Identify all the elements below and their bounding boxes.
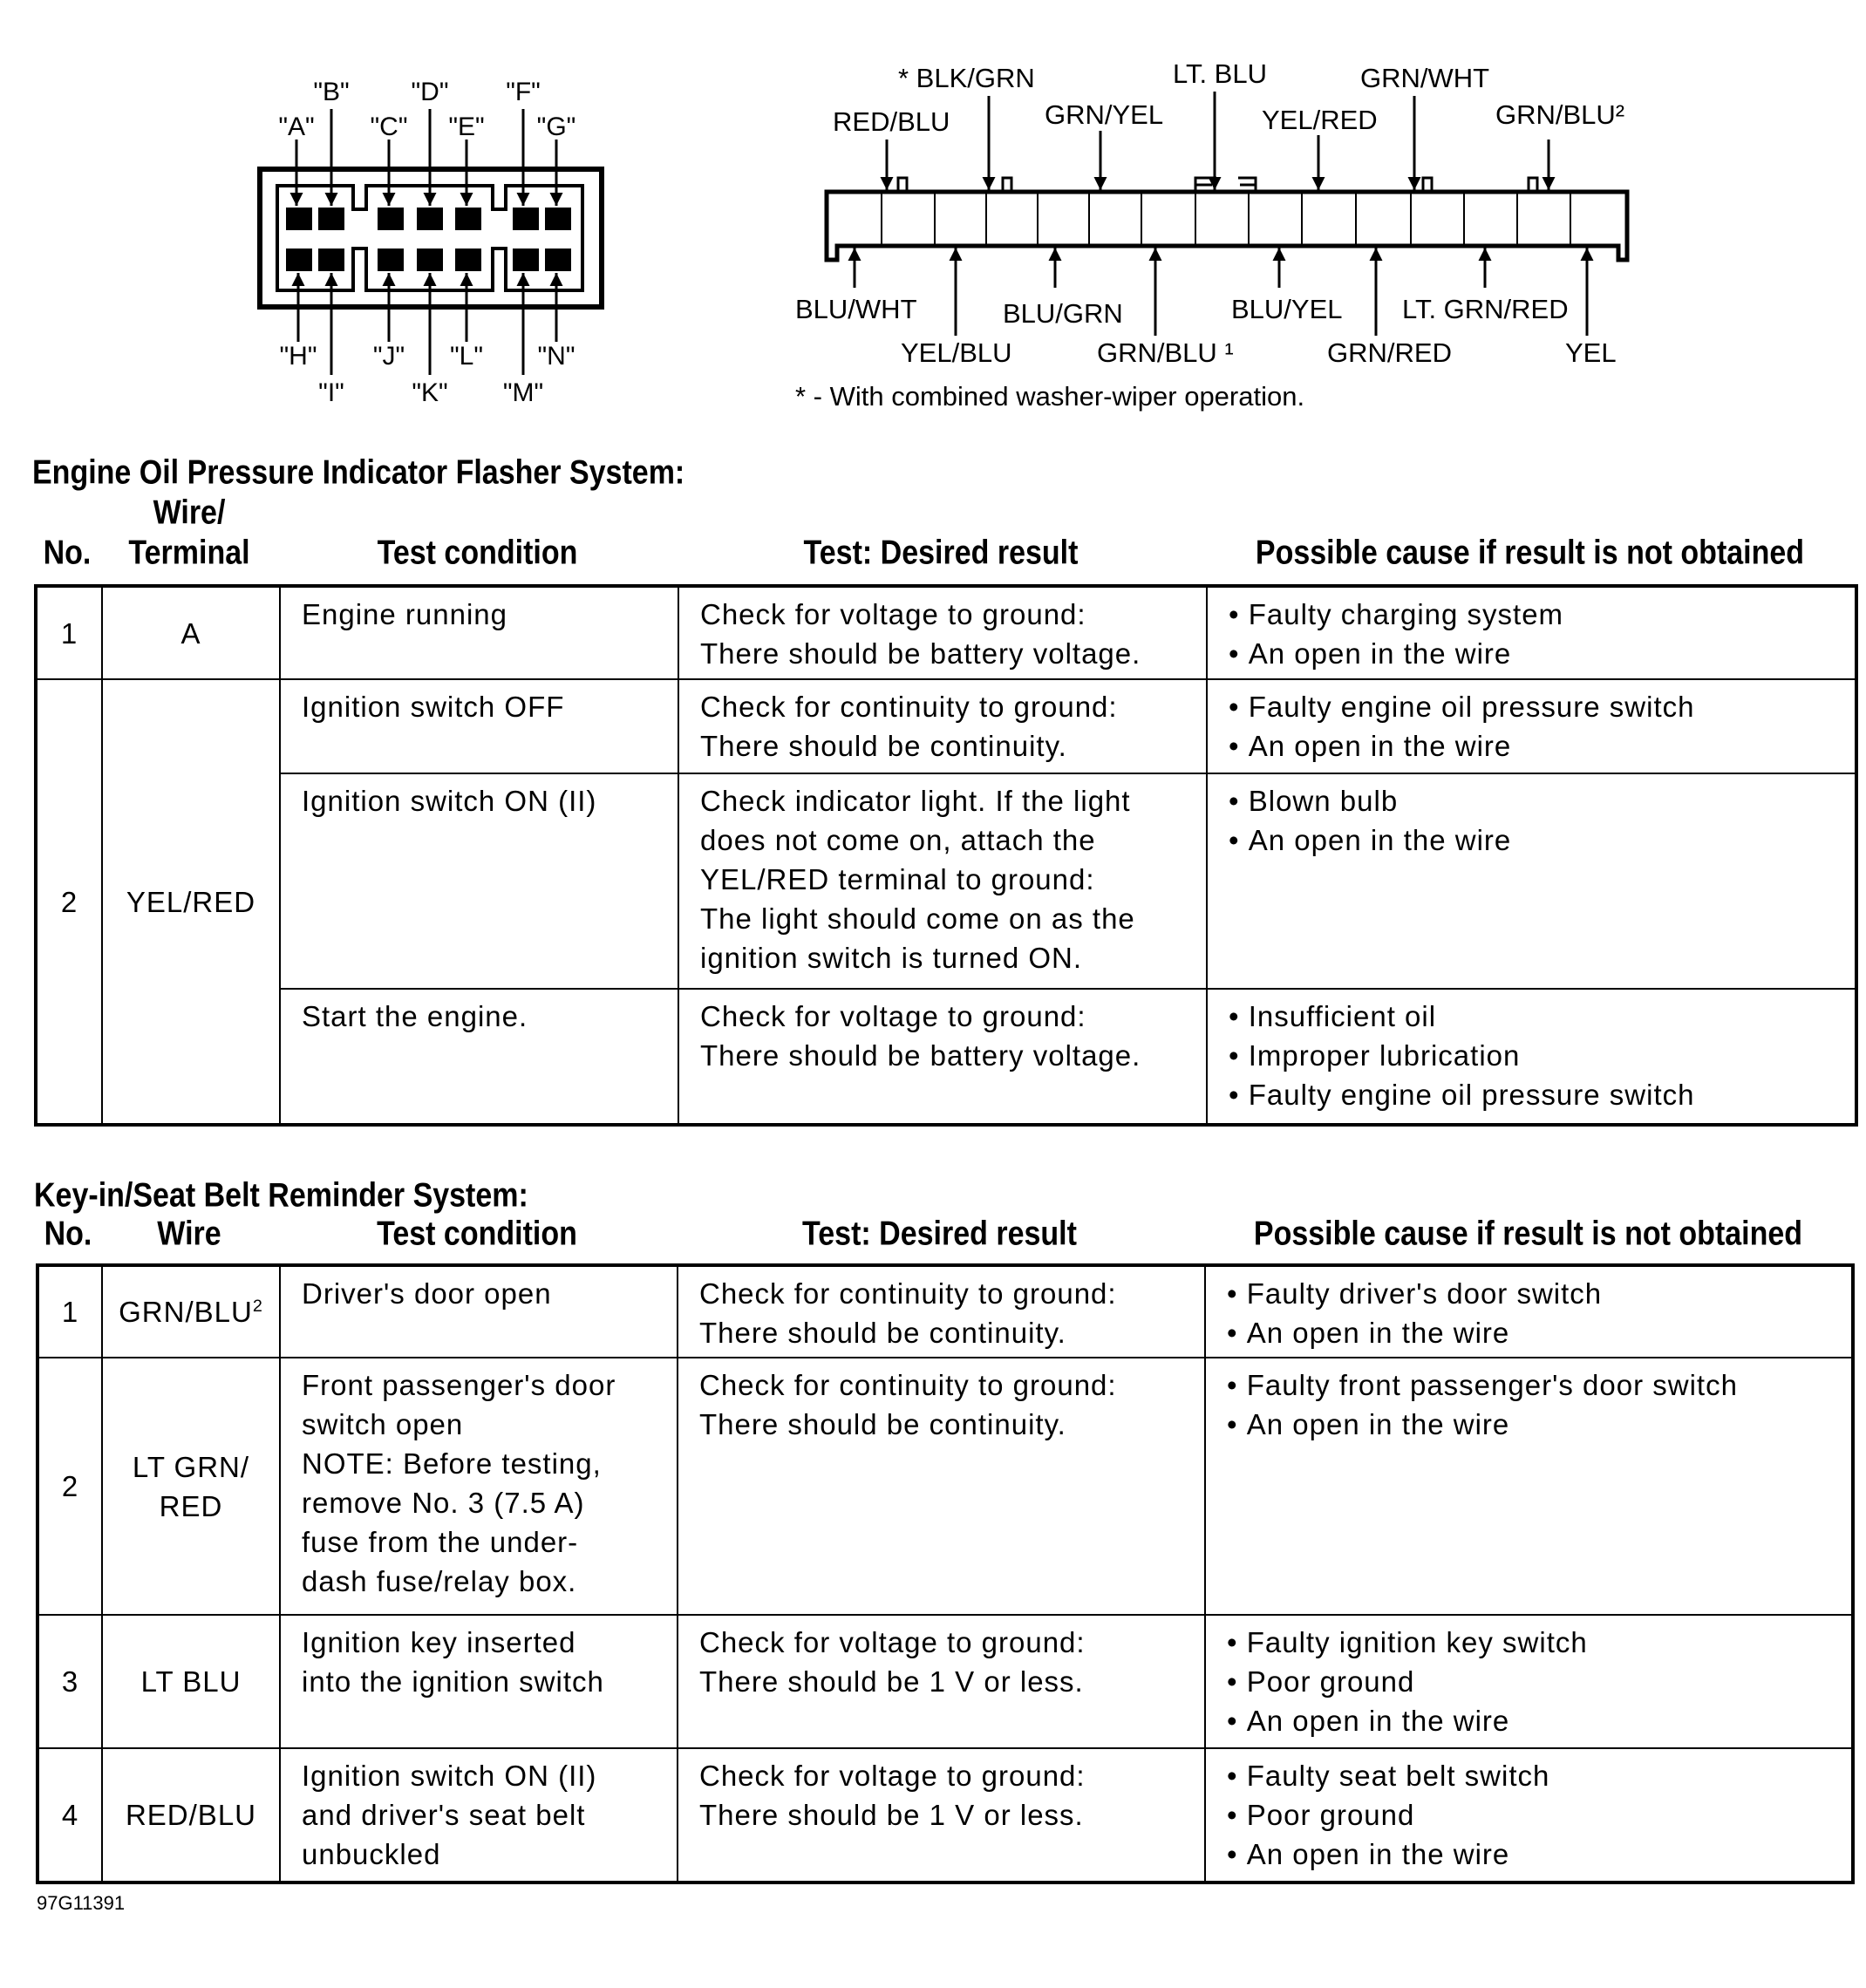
row-no: 2 — [37, 1358, 102, 1615]
table1-header-wire-line2: Terminal — [128, 534, 250, 572]
cause-item: • An open in the wire — [1229, 820, 1855, 860]
table2-header-wire: Wire — [157, 1215, 221, 1253]
condition-line: Ignition key inserted — [302, 1626, 576, 1658]
row-result — [678, 1358, 1205, 1615]
wire-line: LT GRN/ — [132, 1450, 250, 1483]
table2-header-cause: Possible cause if result is not obtained — [1253, 1215, 1803, 1253]
condition-line: into the ignition switch — [302, 1665, 604, 1698]
table1-header-result: Test: Desired result — [803, 534, 1079, 572]
wire-footnote-mark: 2 — [252, 1297, 263, 1316]
pin-label-n: "N" — [537, 342, 575, 371]
wire-label-blu-grn: BLU/GRN — [1003, 298, 1123, 329]
row-no: 1 — [37, 1265, 102, 1358]
row-condition — [280, 773, 678, 989]
connector-b-housing — [827, 178, 1627, 260]
row-result — [678, 1748, 1205, 1882]
table2-row — [37, 1265, 1853, 1358]
row-no: 4 — [37, 1748, 102, 1882]
condition-line: Ignition switch ON (II) — [302, 1760, 597, 1792]
pin-label-m: "M" — [502, 378, 544, 407]
wire-label-yel: YEL — [1565, 337, 1617, 368]
row-wire: LT BLU — [102, 1615, 280, 1748]
row-result — [678, 989, 1207, 1125]
result-line: There should be continuity. — [699, 1408, 1066, 1440]
table1-header-cause: Possible cause if result is not obtained — [1255, 534, 1805, 572]
row-no: 2 — [36, 679, 102, 1125]
row-no: 1 — [36, 586, 102, 679]
cause-item: • Faulty engine oil pressure switch — [1229, 1075, 1855, 1114]
cause-item: • An open in the wire — [1227, 1405, 1851, 1444]
table2-title: Key-in/Seat Belt Reminder System: — [34, 1176, 528, 1215]
pin-label-c: "C" — [370, 112, 408, 141]
connector-b-diagram — [767, 0, 1866, 419]
result-line: There should be 1 V or less. — [699, 1799, 1084, 1831]
result-line: does not come on, attach the — [700, 824, 1096, 856]
row-cause — [1207, 679, 1856, 773]
table1-title: Engine Oil Pressure Indicator Flasher System: — [32, 453, 685, 492]
result-line: The light should come on as the — [700, 902, 1135, 935]
condition-line: Engine running — [302, 598, 508, 630]
condition-line: remove No. 3 (7.5 A) — [302, 1487, 585, 1519]
pin-label-h: "H" — [279, 342, 317, 371]
row-condition — [280, 1265, 678, 1358]
row-result — [678, 1615, 1205, 1748]
condition-line: Start the engine. — [302, 1000, 528, 1032]
cause-item: • Faulty charging system — [1229, 595, 1855, 634]
result-line: YEL/RED terminal to ground: — [700, 863, 1095, 895]
wire-label-grn-blu-1: GRN/BLU ¹ — [1097, 337, 1234, 368]
table2-header-result: Test: Desired result — [802, 1215, 1077, 1253]
row-result — [678, 773, 1207, 989]
wire-text: GRN/BLU — [119, 1296, 253, 1328]
table2-row — [37, 1748, 1853, 1882]
wire-line: RED — [159, 1489, 223, 1522]
result-line: Check for voltage to ground: — [699, 1626, 1086, 1658]
result-line: Check for continuity to ground: — [699, 1277, 1117, 1310]
table1-row — [36, 586, 1856, 679]
pin-label-i: "I" — [318, 378, 344, 407]
cause-item: • Insufficient oil — [1229, 997, 1855, 1036]
table1-header-condition: Test condition — [377, 534, 578, 572]
connector-a-arrows — [296, 109, 556, 375]
cause-item: • Faulty seat belt switch — [1227, 1756, 1851, 1795]
cause-item: • An open in the wire — [1227, 1835, 1851, 1874]
condition-line: and driver's seat belt — [302, 1799, 586, 1831]
row-condition — [280, 586, 678, 679]
row-condition — [280, 1615, 678, 1748]
condition-line: Ignition switch OFF — [302, 691, 565, 723]
row-result — [678, 586, 1207, 679]
figure-code: 97G11391 — [37, 1892, 126, 1914]
wire-label-grn-blu-2: GRN/BLU² — [1495, 99, 1625, 130]
connector-footnote: * - With combined washer-wiper operation. — [795, 381, 1305, 412]
row-cause — [1207, 773, 1856, 989]
pin-label-l: "L" — [450, 342, 483, 371]
wire-label-yel-red: YEL/RED — [1262, 105, 1378, 135]
condition-line: switch open — [302, 1408, 464, 1440]
row-result — [678, 1265, 1205, 1358]
pin-label-j: "J" — [372, 342, 405, 371]
condition-line: fuse from the under- — [302, 1526, 579, 1558]
row-cause — [1207, 586, 1856, 679]
cause-item: • An open in the wire — [1227, 1313, 1851, 1352]
wire-label-grn-wht: GRN/WHT — [1360, 63, 1490, 93]
row-wire: A — [102, 586, 280, 679]
connector-a-diagram — [0, 0, 785, 419]
result-line: Check for continuity to ground: — [699, 1369, 1117, 1401]
wire-label-blu-wht: BLU/WHT — [795, 294, 917, 324]
table2-row — [37, 1358, 1853, 1615]
result-line: Check for continuity to ground: — [700, 691, 1118, 723]
table1-header-wire-line1: Wire/ — [153, 494, 226, 532]
result-line: Check for voltage to ground: — [700, 598, 1086, 630]
wire-label-grn-yel: GRN/YEL — [1045, 99, 1164, 130]
table1-header-no: No. — [43, 534, 92, 572]
result-line: There should be battery voltage. — [700, 1039, 1141, 1072]
table2 — [36, 1263, 1855, 1884]
table1 — [34, 584, 1858, 1127]
row-wire — [102, 1358, 280, 1615]
pin-label-f: "F" — [506, 78, 541, 106]
cause-item: • Faulty engine oil pressure switch — [1229, 687, 1855, 726]
wire-label-lt-blu: LT. BLU — [1173, 58, 1267, 89]
condition-line: unbuckled — [302, 1838, 441, 1870]
cause-item: • An open in the wire — [1229, 726, 1855, 766]
row-condition — [280, 989, 678, 1125]
wire-label-lt-grn-red: LT. GRN/RED — [1402, 294, 1569, 324]
result-line: Check for voltage to ground: — [700, 1000, 1086, 1032]
row-no: 3 — [37, 1615, 102, 1748]
row-cause — [1205, 1265, 1853, 1358]
pin-label-k: "K" — [412, 378, 448, 407]
table1-row — [36, 989, 1856, 1125]
row-wire — [102, 1265, 280, 1358]
result-line: There should be continuity. — [700, 730, 1067, 762]
wire-label-yel-blu: YEL/BLU — [901, 337, 1012, 368]
connector-a-pins — [286, 208, 571, 271]
table2-row — [37, 1615, 1853, 1748]
condition-line: dash fuse/relay box. — [302, 1565, 577, 1597]
wire-label-blu-yel: BLU/YEL — [1231, 294, 1343, 324]
row-wire: YEL/RED — [102, 679, 280, 1125]
cause-item: • Faulty driver's door switch — [1227, 1274, 1851, 1313]
table2-header-condition: Test condition — [377, 1215, 577, 1253]
cause-item: • Improper lubrication — [1229, 1036, 1855, 1075]
cause-item: • An open in the wire — [1229, 634, 1855, 673]
cause-item: • Faulty front passenger's door switch — [1227, 1365, 1851, 1405]
row-condition — [280, 679, 678, 773]
condition-line: NOTE: Before testing, — [302, 1447, 602, 1480]
row-cause — [1205, 1748, 1853, 1882]
pin-label-b: "B" — [313, 78, 350, 106]
row-wire: RED/BLU — [102, 1748, 280, 1882]
wire-label-red-blu: RED/BLU — [833, 106, 950, 137]
result-line: There should be battery voltage. — [700, 637, 1141, 670]
row-condition — [280, 1748, 678, 1882]
wire-label-grn-red: GRN/RED — [1327, 337, 1452, 368]
cause-item: • Poor ground — [1227, 1662, 1851, 1701]
cause-item: • Faulty ignition key switch — [1227, 1623, 1851, 1662]
pin-label-a: "A" — [278, 112, 315, 141]
row-cause — [1205, 1615, 1853, 1748]
cause-item: • Poor ground — [1227, 1795, 1851, 1835]
condition-line: Ignition switch ON (II) — [302, 785, 597, 817]
table1-row — [36, 679, 1856, 773]
row-result — [678, 679, 1207, 773]
row-cause — [1207, 989, 1856, 1125]
condition-line: Driver's door open — [302, 1277, 552, 1310]
result-line: There should be continuity. — [699, 1317, 1066, 1349]
cause-item: • An open in the wire — [1227, 1701, 1851, 1740]
result-line: Check indicator light. If the light — [700, 785, 1131, 817]
result-line: ignition switch is turned ON. — [700, 942, 1083, 974]
cause-item: • Blown bulb — [1229, 781, 1855, 820]
table2-header-no: No. — [44, 1215, 92, 1253]
pin-label-d: "D" — [411, 78, 449, 106]
wire-label-blk-grn: * BLK/GRN — [898, 63, 1035, 93]
condition-line: Front passenger's door — [302, 1369, 616, 1401]
table1-row — [36, 773, 1856, 989]
pin-label-g: "G" — [536, 112, 576, 141]
pin-label-e: "E" — [448, 112, 485, 141]
row-cause — [1205, 1358, 1853, 1615]
result-line: Check for voltage to ground: — [699, 1760, 1086, 1792]
row-condition — [280, 1358, 678, 1615]
result-line: There should be 1 V or less. — [699, 1665, 1084, 1698]
